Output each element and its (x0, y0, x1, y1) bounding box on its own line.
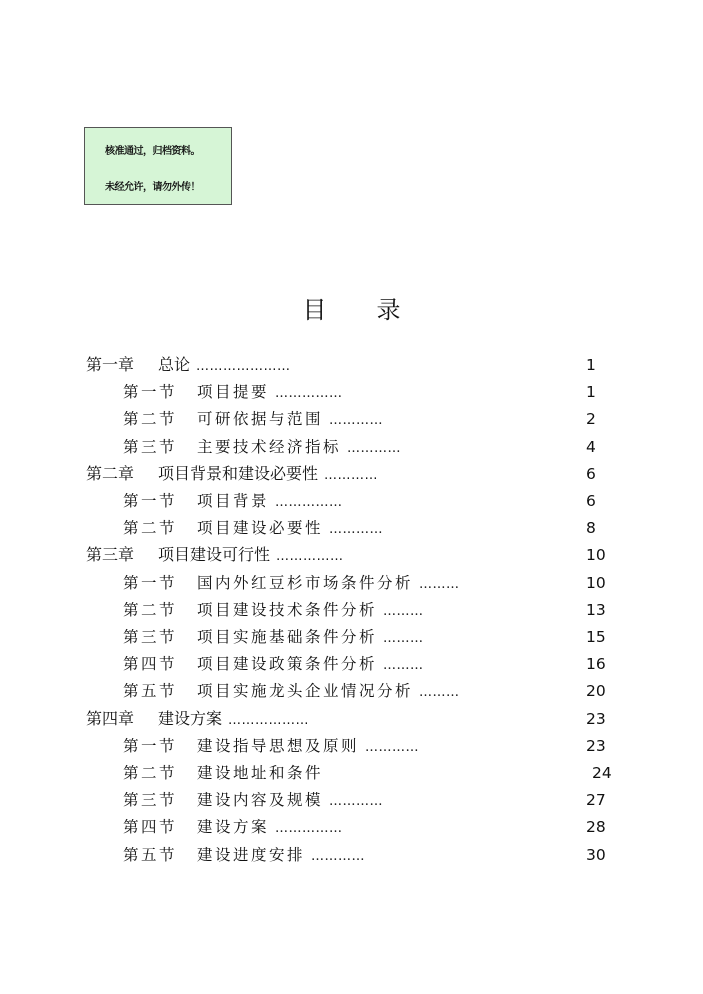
toc-entry-label: 第三节 (123, 791, 178, 809)
toc-entry-title: 项目建设可行性 (158, 545, 271, 564)
toc-entry-label: 第三章 (86, 545, 135, 564)
toc-entry-title: 建设进度安排 (197, 846, 306, 864)
toc-entry-label: 第二节 (123, 764, 178, 782)
toc-section-entry[interactable] (123, 843, 365, 867)
toc-entry-title: 可研依据与范围 (197, 410, 324, 428)
toc-title: 目录 (302, 296, 451, 324)
toc-entry-title: 项目背景 (197, 492, 270, 510)
toc-entry-title: 建设方案 (197, 818, 270, 836)
toc-entry-title: 项目背景和建设必要性 (158, 464, 319, 483)
toc-entry-page-number: 8 (586, 519, 596, 537)
toc-entry-page-number: 1 (586, 383, 596, 401)
toc-section-entry[interactable] (123, 489, 343, 513)
toc-entry-page-number: 23 (586, 710, 606, 728)
toc-section-entry[interactable] (123, 435, 401, 459)
toc-entry-page-number: 1 (586, 356, 596, 374)
toc-entry-page-number: 10 (586, 574, 606, 592)
toc-entry-page-number: 13 (586, 601, 606, 619)
toc-entry-label: 第二节 (123, 519, 178, 537)
toc-entry-label: 第五节 (123, 682, 178, 700)
toc-entry-page-number: 23 (586, 737, 606, 755)
toc-entry-label: 第四节 (123, 818, 178, 836)
toc-chapter-entry[interactable] (86, 353, 291, 377)
toc-entry-title: 项目实施龙头企业情况分析 (197, 682, 414, 700)
toc-entry-label: 第四节 (123, 655, 178, 673)
toc-chapter-entry[interactable] (86, 707, 309, 731)
toc-entry-page-number: 30 (586, 846, 606, 864)
toc-entry-leader-dots: …………… (275, 821, 343, 836)
toc-entry-page-number: 24 (592, 764, 612, 782)
toc-entry-label: 第一节 (123, 383, 178, 401)
toc-entry-page-number: 6 (586, 465, 596, 483)
toc-entry-page-number: 6 (586, 492, 596, 510)
toc-section-entry[interactable] (123, 788, 383, 812)
toc-entry-label: 第三节 (123, 628, 178, 646)
toc-entry-label: 第一节 (123, 574, 178, 592)
toc-section-entry[interactable] (123, 734, 419, 758)
toc-entry-leader-dots: ………… (329, 413, 384, 428)
toc-section-entry[interactable] (123, 815, 343, 839)
toc-entry-leader-dots: ……… (419, 577, 460, 592)
toc-entry-title: 总论 (158, 355, 191, 374)
approval-stamp (84, 127, 232, 205)
stamp-line-confidential: 未经允许，请勿外传！ (105, 182, 200, 193)
toc-entry-leader-dots: ……… (419, 685, 460, 700)
toc-entry-leader-dots: ……… (383, 631, 424, 646)
stamp-line-approved: 核准通过，归档资料。 (105, 146, 200, 157)
toc-entry-page-number: 4 (586, 438, 596, 456)
toc-chapter-entry[interactable] (86, 543, 344, 567)
toc-section-entry[interactable] (123, 516, 383, 540)
toc-section-entry[interactable] (123, 625, 424, 649)
toc-entry-title: 项目建设必要性 (197, 519, 324, 537)
toc-section-entry[interactable] (123, 571, 460, 595)
toc-entry-label: 第一章 (86, 355, 135, 374)
toc-entry-title: 国内外红豆杉市场条件分析 (197, 574, 414, 592)
toc-entry-leader-dots: ………………… (196, 359, 291, 374)
toc-entry-label: 第二节 (123, 410, 178, 428)
toc-entry-leader-dots: ………… (324, 468, 379, 483)
toc-entry-leader-dots: …………… (276, 549, 344, 564)
toc-section-entry[interactable] (123, 598, 424, 622)
toc-entry-leader-dots: ……… (383, 658, 424, 673)
toc-section-entry[interactable] (123, 407, 383, 431)
toc-entry-label: 第二章 (86, 464, 135, 483)
toc-chapter-entry[interactable] (86, 462, 378, 486)
toc-entry-label: 第二节 (123, 601, 178, 619)
toc-entry-label: 第四章 (86, 709, 135, 728)
toc-entry-page-number: 16 (586, 655, 606, 673)
toc-section-entry[interactable] (123, 679, 460, 703)
toc-entry-page-number: 20 (586, 682, 606, 700)
toc-section-entry[interactable] (123, 761, 323, 785)
toc-entry-page-number: 15 (586, 628, 606, 646)
toc-entry-leader-dots: ………… (329, 794, 384, 809)
toc-entry-page-number: 28 (586, 818, 606, 836)
toc-entry-leader-dots: ………… (365, 740, 420, 755)
toc-entry-title: 项目实施基础条件分析 (197, 628, 378, 646)
toc-entry-leader-dots: ………… (347, 441, 402, 456)
toc-entry-title: 建设地址和条件 (197, 764, 324, 782)
toc-entry-label: 第一节 (123, 737, 178, 755)
toc-section-entry[interactable] (123, 652, 424, 676)
toc-entry-leader-dots: ………… (329, 522, 384, 537)
toc-entry-title: 项目建设技术条件分析 (197, 601, 378, 619)
toc-entry-leader-dots: ……………… (228, 713, 310, 728)
toc-entry-page-number: 2 (586, 410, 596, 428)
toc-section-entry[interactable] (123, 380, 343, 404)
toc-entry-label: 第一节 (123, 492, 178, 510)
toc-entry-label: 第三节 (123, 438, 178, 456)
toc-entry-label: 第五节 (123, 846, 178, 864)
toc-entry-leader-dots: …………… (275, 495, 343, 510)
toc-entry-leader-dots: …………… (275, 386, 343, 401)
toc-entry-title: 建设指导思想及原则 (197, 737, 360, 755)
toc-entry-title: 项目提要 (197, 383, 270, 401)
toc-entry-title: 建设方案 (158, 709, 223, 728)
toc-entry-page-number: 10 (586, 546, 606, 564)
toc-entry-title: 项目建设政策条件分析 (197, 655, 378, 673)
toc-entry-page-number: 27 (586, 791, 606, 809)
toc-entry-title: 主要技术经济指标 (197, 438, 342, 456)
toc-entry-title: 建设内容及规模 (197, 791, 324, 809)
toc-entry-leader-dots: ………… (311, 849, 366, 864)
toc-entry-leader-dots: ……… (383, 604, 424, 619)
